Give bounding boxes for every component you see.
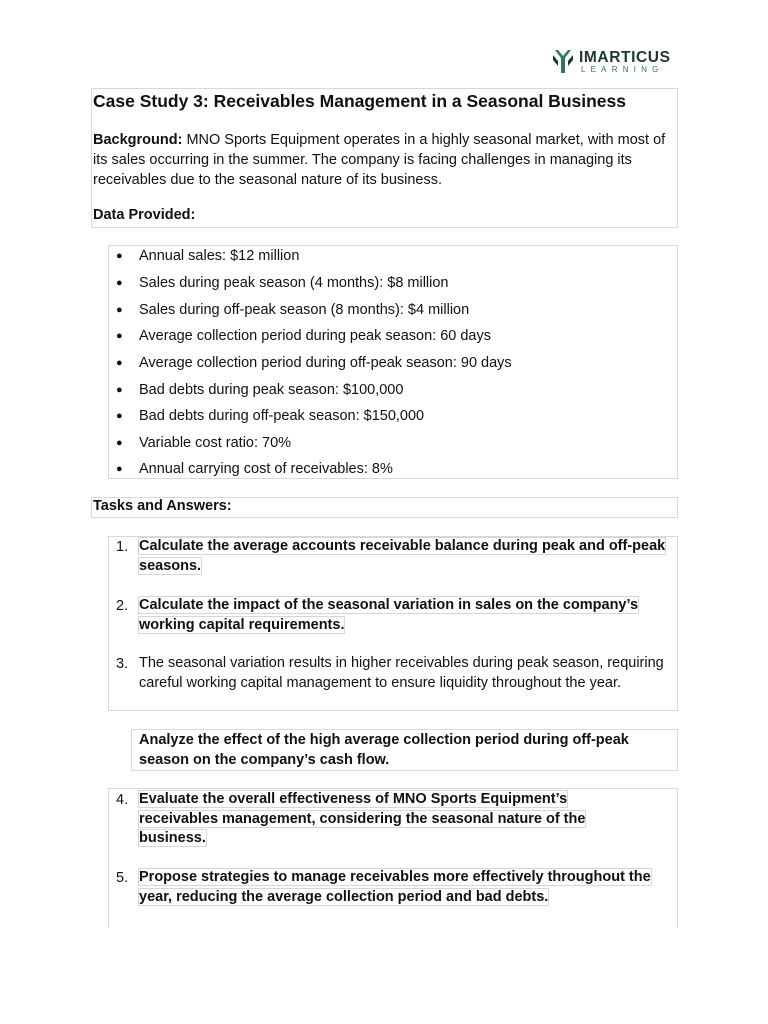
tasks-heading: Tasks and Answers: (93, 498, 232, 514)
logo-tagline: LEARNING (581, 65, 664, 74)
logo-wordmark: IMARTICUS (579, 49, 671, 66)
background-text: MNO Sports Equipment operates in a highly seasonal market, with most of its sales occurring in the summer. The company is facing challenges in managing its receivables due to the seasonal nature of its business. (93, 132, 666, 188)
bullet-icon: ● (116, 384, 123, 396)
task-item: Evaluate the overall effectiveness of MNO Sports Equipment’s receivables management, considering the seasonal nature of the business. (139, 791, 586, 846)
bullet-icon: ● (116, 250, 123, 262)
list-item: ● Average collection period during peak season: 60 days (116, 328, 491, 344)
task-number: 5. (116, 870, 129, 886)
task-item: Calculate the impact of the seasonal variation in sales on the company’s working capital requirements. (139, 597, 639, 633)
task-answer: The seasonal variation results in higher receivables during peak season, requiring careful working capital management to ensure liquidity throughout the year. (139, 655, 664, 691)
list-item: ● Annual carrying cost of receivables: 8% (116, 461, 393, 477)
logo-mark-icon (552, 46, 574, 74)
list-item: ● Variable cost ratio: 70% (116, 435, 292, 451)
bullet-icon: ● (116, 277, 123, 289)
background-label: Background: (93, 132, 183, 148)
task-number: 1. (116, 539, 129, 555)
list-item: ● Sales during peak season (4 months): $8 million (116, 275, 449, 291)
bullet-icon: ● (116, 437, 123, 449)
task-number: 3. (116, 656, 129, 672)
bullet-icon: ● (116, 463, 123, 475)
list-item: ● Bad debts during off-peak season: $150,000 (116, 408, 425, 424)
bullet-icon: ● (116, 304, 123, 316)
task-number: 4. (116, 792, 129, 808)
bullet-icon: ● (116, 330, 123, 342)
list-item: ● Bad debts during peak season: $100,000 (116, 382, 404, 398)
data-provided-heading: Data Provided: (93, 207, 196, 223)
task-item: Propose strategies to manage receivables more effectively throughout the year, reducing the average collection period and bad debts. (139, 869, 651, 905)
bullet-icon: ● (116, 410, 123, 422)
list-item: ● Sales during off-peak season (8 months): $4 million (116, 302, 470, 318)
page-title: Case Study 3: Receivables Management in a Seasonal Business (93, 91, 626, 111)
list-item: ● Annual sales: $12 million (116, 248, 300, 264)
task-item: Analyze the effect of the high average collection period during off-peak season on the company’s cash flow. (139, 732, 629, 768)
list-item: ● Average collection period during off-peak season: 90 days (116, 355, 512, 371)
bullet-icon: ● (116, 357, 123, 369)
task-item: Calculate the average accounts receivable balance during peak and off-peak seasons. (139, 538, 666, 574)
background-paragraph (93, 130, 671, 190)
task-number: 2. (116, 598, 129, 614)
imarticus-logo (552, 46, 672, 76)
